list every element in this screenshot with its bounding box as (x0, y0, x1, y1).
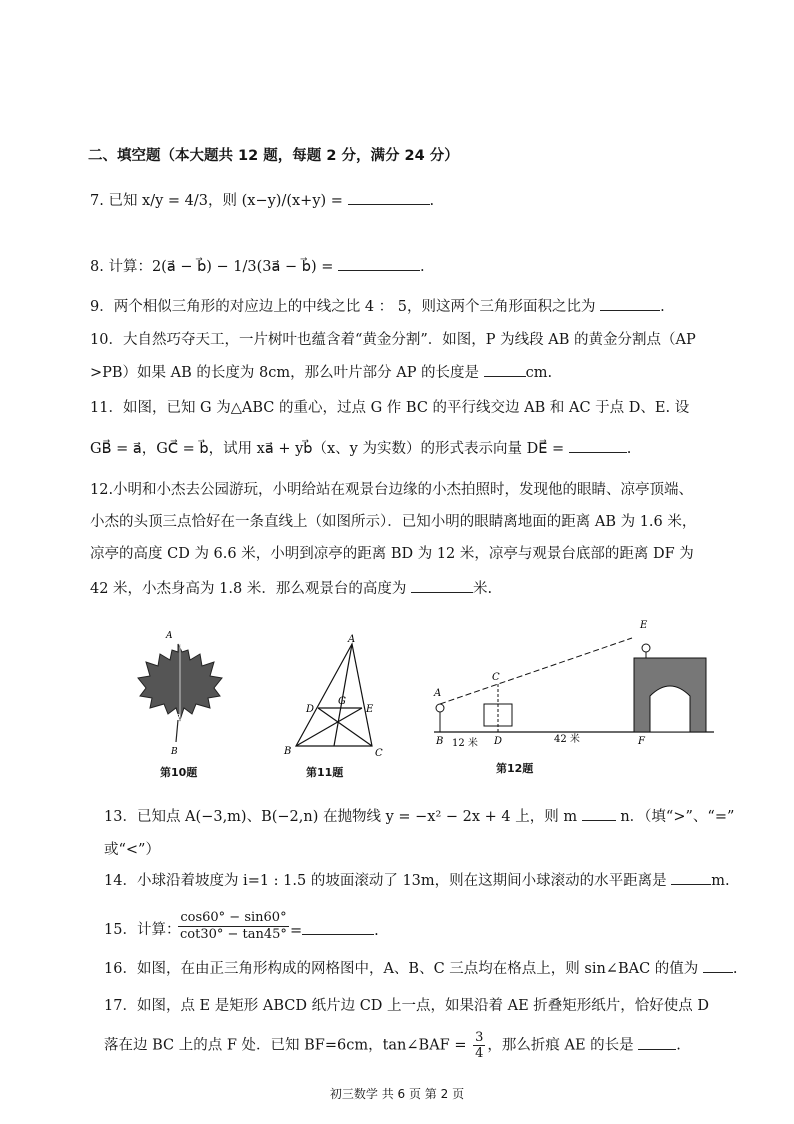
q10-tail: cm. (525, 365, 553, 381)
q9-answer-blank[interactable] (600, 296, 660, 311)
segment-cd (318, 708, 372, 746)
question-7: 7. 已知 x/y = 4/3，则 (x−y)/(x+y) = . (90, 190, 434, 211)
question-10-line2 (90, 362, 552, 383)
q9-text: 9．两个相似三角形的对应边上的中线之比 4 ： 5，则这两个三角形面积之比为 (90, 299, 596, 315)
question-15-prefix: 15．计算： (104, 922, 181, 938)
figure-12-caption: 第12题 (496, 762, 534, 775)
fig11-label-e: E (366, 704, 374, 715)
person-xiaojie (642, 644, 650, 652)
fig10-label-p: P (174, 714, 181, 724)
question-12-line2: 小杰的头顶三点恰好在一条直线上（如图所示）．已知小明的眼睛离地面的距离 AB 为 1.6 米， (90, 514, 697, 530)
fig12-label-f: F (638, 736, 645, 747)
q17-frac-num: 3 (475, 1030, 484, 1045)
question-11-line1: 11．如图，已知 G 为△ABC 的重心，过点 G 作 BC 的平行线交边 AB 和 AC 于点 D、E. 设 (90, 400, 690, 416)
question-12-line1: 12.小明和小杰去公园游玩，小明给站在观景台边缘的小杰拍照时，发现他的眼睛、凉亭顶端、 (90, 482, 694, 498)
fig12-label-c: C (492, 672, 500, 683)
q16-text: 16．如图，在由正三角形构成的网格图中，A、B、C 三点均在格点上，则 sin∠BAC 的值为 (104, 961, 699, 977)
q14-answer-blank[interactable] (671, 870, 711, 885)
fig12-label-e: E (640, 620, 648, 631)
question-8: 8. 计算：2(a⃗ − b⃗) − 1/3(3a⃗ − b⃗) = . (90, 256, 425, 277)
figure-11-triangle (280, 632, 390, 758)
triangle-abc (296, 644, 372, 746)
fig11-label-c: C (375, 748, 383, 758)
q8-answer-blank[interactable] (338, 256, 420, 271)
q11-text: GB⃗ = a⃗，GC⃗ = b⃗，试用 xa⃗ + yb⃗（x、y 为实数）的形式表示向量 DE⃗ = (90, 441, 565, 457)
question-11-line2 (90, 438, 631, 459)
section-title: 二、填空题（本大题共 12 题，每题 2 分，满分 24 分） (88, 148, 459, 164)
q9-tail: . (660, 299, 665, 315)
q17-text: 落在边 BC 上的点 F 处．已知 BF=6cm，tan∠BAF = (104, 1037, 467, 1054)
fig10-label-b: B (171, 747, 178, 756)
q15-answer-blank[interactable] (302, 920, 374, 935)
q15-numerator: cos60° − sin60° (178, 910, 289, 927)
figure-12-scene (424, 614, 724, 754)
question-13-line2: 或“<”） (104, 842, 160, 858)
q8-text: 8. 计算：2(a⃗ − b⃗) − 1/3(3a⃗ − b⃗) = (90, 259, 334, 275)
question-13-line1 (104, 806, 734, 827)
q13-answer-blank[interactable] (582, 806, 616, 821)
fig11-label-a: A (348, 634, 356, 645)
q7-answer-blank[interactable] (348, 190, 430, 205)
q12-tail: 米. (472, 581, 493, 597)
question-15-fraction (178, 910, 289, 943)
fig12-label-b: B (436, 736, 444, 747)
fig11-label-b: B (284, 746, 292, 757)
q17-text-b: ，那么折痕 AE 的长是 (487, 1037, 634, 1054)
q16-tail: . (732, 961, 738, 977)
figure-11-caption: 第11题 (306, 766, 344, 779)
question-9 (90, 296, 665, 317)
deck-arch (650, 686, 690, 732)
q17-tail: . (676, 1037, 681, 1054)
q17-answer-blank[interactable] (638, 1035, 676, 1050)
question-17-line1: 17．如图，点 E 是矩形 ABCD 纸片边 CD 上一点，如果沿着 AE 折叠矩形纸片，恰好使点 D (104, 998, 710, 1014)
question-12-line3: 凉亭的高度 CD 为 6.6 米，小明到凉亭的距离 BD 为 12 米，凉亭与观景台底部的距离 DF 为 (90, 546, 694, 562)
fig12-label-d: D (494, 736, 503, 747)
q12-text: 42 米，小杰身高为 1.8 米．那么观景台的高度为 (90, 581, 407, 597)
sight-line (440, 638, 632, 704)
q11-answer-blank[interactable] (569, 438, 627, 453)
q13-mid: n．（填“>”、“=” (620, 809, 735, 825)
fig11-label-d: D (306, 704, 315, 715)
q15-denominator: cot30° − tan45° (180, 927, 287, 942)
q13-text: 13．已知点 A(−3,m)、B(−2,n) 在抛物线 y = −x² − 2x + 4 上，则 m (104, 809, 578, 825)
fig12-dist-bd: 12 米 (452, 738, 478, 749)
question-17-line2 (104, 1030, 681, 1061)
fig11-label-g: G (338, 696, 346, 707)
page-footer: 初三数学 共 6 页 第 2 页 (329, 1087, 465, 1101)
fig12-dist-df: 42 米 (554, 734, 580, 745)
q10-answer-blank[interactable] (484, 362, 526, 377)
figure-10-leaf (130, 624, 230, 756)
q12-answer-blank[interactable] (411, 578, 473, 593)
q14-tail: m. (711, 873, 730, 889)
q17-frac-den: 4 (475, 1046, 484, 1061)
q16-answer-blank[interactable] (703, 958, 733, 973)
q15-eq: = (290, 923, 303, 939)
question-12-line4 (90, 578, 492, 599)
q11-tail: . (626, 441, 632, 457)
person-xiaoming (436, 704, 444, 712)
q10-text: >PB）如果 AB 的长度为 8cm，那么叶片部分 AP 的长度是 (90, 365, 480, 381)
q17-fraction (473, 1030, 485, 1061)
question-14 (104, 870, 730, 891)
fig12-label-a: A (434, 688, 442, 699)
question-10-line1: 10．大自然巧夺天工，一片树叶也蕴含着“黄金分割”．如图，P 为线段 AB 的黄金分割点（AP (90, 332, 696, 348)
question-16 (104, 958, 738, 979)
q7-text: 7. 已知 x/y = 4/3，则 (x−y)/(x+y) = (90, 193, 343, 209)
q14-text: 14．小球沿着坡度为 i=1 : 1.5 的坡面滚动了 13m，则在这期间小球滚动的水平距离是 (104, 873, 667, 889)
figure-10-caption: 第10题 (160, 766, 198, 779)
question-15-eq: = . (290, 920, 379, 941)
fig10-label-a: A (166, 631, 173, 641)
